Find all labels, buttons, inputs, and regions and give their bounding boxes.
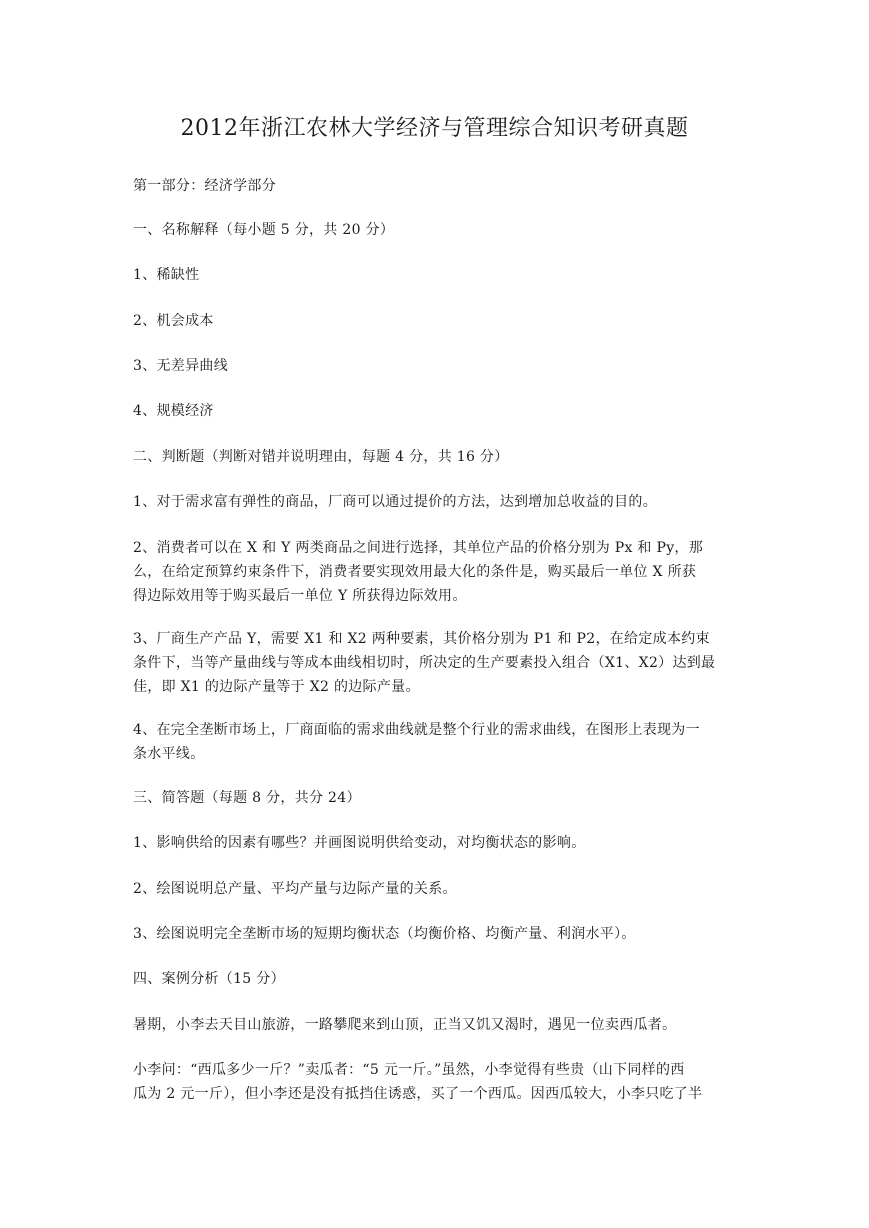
list-item: 2、机会成本 bbox=[133, 313, 214, 329]
section-heading: 四、案例分析（15 分） bbox=[133, 971, 285, 987]
text-line: 4、在完全垄断市场上，厂商面临的需求曲线就是整个行业的需求曲线，在图形上表现为一 bbox=[133, 722, 700, 738]
question-paragraph: 3、绘图说明完全垄断市场的短期均衡状态（均衡价格、均衡产量、利润水平）。 bbox=[133, 926, 636, 942]
question-paragraph: 1、影响供给的因素有哪些？并画图说明供给变动，对均衡状态的影响。 bbox=[133, 835, 586, 851]
question-paragraph bbox=[133, 490, 740, 514]
text-line: 3、厂商生产产品 Y，需要 X1 和 X2 两种要素，其价格分别为 P1 和 P2，在给定成本约束 bbox=[133, 631, 710, 647]
case-paragraph: 暑期，小李去天目山旅游，一路攀爬来到山顶，正当又饥又渴时，遇见一位卖西瓜者。 bbox=[133, 1017, 677, 1033]
question-paragraph bbox=[133, 627, 740, 699]
text-line: 瓜为 2 元一斤），但小李还是没有抵挡住诱惑，买了一个西瓜。因西瓜较大，小李只吃了半 bbox=[133, 1086, 703, 1102]
text-line: 小李问：“西瓜多少一斤？”卖瓜者：“5 元一斤。”虽然，小李觉得有些贵（山下同样的西 bbox=[133, 1062, 685, 1078]
text-line: 条水平线。 bbox=[133, 746, 205, 762]
list-item: 1、稀缺性 bbox=[133, 267, 200, 283]
section-heading: 一、名称解释（每小题 5 分，共 20 分） bbox=[133, 222, 395, 238]
text-line: 条件下，当等产量曲线与等成本曲线相切时，所决定的生产要素投入组合（X1、X2）达到最 bbox=[133, 655, 716, 671]
list-item: 4、规模经济 bbox=[133, 403, 214, 419]
question-paragraph bbox=[133, 718, 740, 766]
part-heading: 第一部分：经济学部分 bbox=[133, 178, 276, 194]
text-line: 2、消费者可以在 X 和 Y 两类商品之间进行选择，其单位产品的价格分别为 Px 和 Py，那 bbox=[133, 540, 704, 556]
question-paragraph bbox=[133, 536, 740, 608]
text-line: 1、对于需求富有弹性的商品，厂商可以通过提价的方法，达到增加总收益的目的。 bbox=[133, 494, 658, 510]
text-line: 得边际效用等于购买最后一单位 Y 所获得边际效用。 bbox=[133, 588, 467, 604]
list-item: 3、无差异曲线 bbox=[133, 358, 229, 374]
case-paragraph bbox=[133, 1058, 740, 1106]
text-line: 佳，即 X1 的边际产量等于 X2 的边际产量。 bbox=[133, 679, 420, 695]
section-heading: 三、简答题（每题 8 分，共分 24） bbox=[133, 790, 361, 806]
question-paragraph: 2、绘图说明总产量、平均产量与边际产量的关系。 bbox=[133, 881, 457, 897]
section-heading: 二、判断题（判断对错并说明理由，每题 4 分，共 16 分） bbox=[133, 449, 509, 465]
text-line: 么，在给定预算约束条件下，消费者要实现效用最大化的条件是，购买最后一单位 X 所获 bbox=[133, 564, 697, 580]
document-title: 2012年浙江农林大学经济与管理综合知识考研真题 bbox=[180, 116, 689, 141]
